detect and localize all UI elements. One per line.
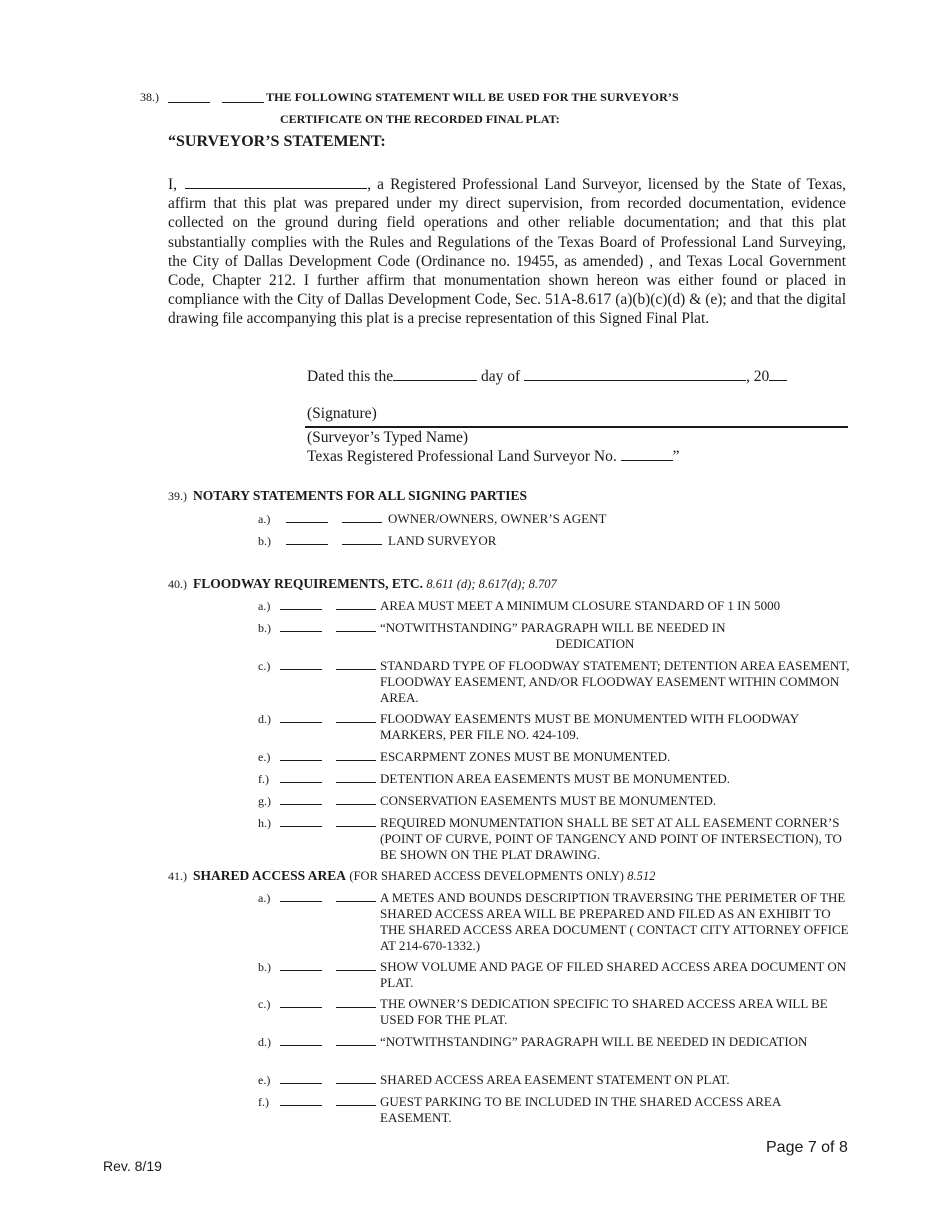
check-blank[interactable] <box>336 620 376 632</box>
check-blank[interactable] <box>280 1094 322 1106</box>
check-blank[interactable] <box>336 815 376 827</box>
item-39-title: NOTARY STATEMENTS FOR ALL SIGNING PARTIES <box>193 488 527 503</box>
check-blank[interactable] <box>280 959 322 971</box>
typed-name-label: (Surveyor’s Typed Name) <box>307 429 469 446</box>
check-blank[interactable] <box>280 793 322 805</box>
day-blank[interactable] <box>393 369 477 381</box>
check-blank[interactable] <box>280 771 322 783</box>
month-blank[interactable] <box>524 369 746 381</box>
item-41-subtitle: (FOR SHARED ACCESS DEVELOPMENTS ONLY) <box>349 869 624 883</box>
check-blank[interactable] <box>336 1034 376 1046</box>
check-blank[interactable] <box>342 533 382 545</box>
check-blank[interactable] <box>280 996 322 1008</box>
year-prefix: , 20 <box>746 368 770 385</box>
check-blank[interactable] <box>336 711 376 723</box>
check-blank[interactable] <box>336 658 376 670</box>
statement-body: , a Registered Professional Land Surveyor, licensed by the State of Texas, affirm that this plat was prepared under my direct supervision, from recorded documentation, evidence collected on the ground during field operations and other reliable documentation; and that this plat substantially complies with the Rules and Regulations of the Texas Board of Professional Land Surveying, the City of Dallas Development Code (Ordinance no. 19455, as amended) , and Texas Local Government Code, Chapter 212. I further affirm that monumentation shown hereon was either found or placed in compliance with the City of Dallas Development Code, Sec. 51A-8.617 (a)(b)(c)(d) & (e); and that the digital drawing file accompanying this plat is a precise representation of this Signed Final Plat. <box>168 176 846 328</box>
reg-no-blank[interactable] <box>621 449 673 461</box>
check-blank[interactable] <box>280 1034 322 1046</box>
check-blank[interactable] <box>280 620 322 632</box>
check-blank[interactable] <box>280 658 322 670</box>
revision-label: Rev. 8/19 <box>103 1158 162 1174</box>
year-blank[interactable] <box>769 369 787 381</box>
closing-quote: ” <box>672 448 680 465</box>
item-41-code-ref: 8.512 <box>627 869 656 883</box>
item-41-number: 41.) <box>168 869 187 883</box>
surveyor-name-blank[interactable] <box>185 177 367 189</box>
check-blank[interactable] <box>280 890 322 902</box>
reg-no-label: Texas Registered Professional Land Surveyor No. <box>307 448 617 465</box>
signature-line[interactable] <box>305 426 848 428</box>
check-blank[interactable] <box>336 959 376 971</box>
item-41-heading <box>168 868 655 884</box>
check-blank[interactable] <box>280 1072 322 1084</box>
registration-number-line <box>307 448 679 466</box>
item-38-blanks <box>168 90 264 108</box>
statement-prefix: I, <box>168 176 177 193</box>
check-blank[interactable] <box>336 1072 376 1084</box>
check-blank[interactable] <box>336 598 376 610</box>
check-blank[interactable] <box>336 996 376 1008</box>
check-blank[interactable] <box>280 598 322 610</box>
item-38-heading-line1: THE FOLLOWING STATEMENT WILL BE USED FOR THE SURVEYOR’S <box>266 90 679 104</box>
dated-line <box>307 368 787 386</box>
item-38-heading-line2: CERTIFICATE ON THE RECORDED FINAL PLAT: <box>280 112 560 126</box>
dated-prefix: Dated this the <box>307 368 394 385</box>
check-blank[interactable] <box>336 890 376 902</box>
page-number: Page 7 of 8 <box>766 1139 848 1156</box>
day-of-label: day of <box>480 368 521 385</box>
check-blank[interactable] <box>336 749 376 761</box>
item-41-title: SHARED ACCESS AREA <box>193 868 347 883</box>
check-blank[interactable] <box>280 711 322 723</box>
item-38-number: 38.) <box>140 90 159 104</box>
check-blank[interactable] <box>336 1094 376 1106</box>
check-blank-1[interactable] <box>168 91 210 103</box>
check-blank[interactable] <box>286 533 328 545</box>
check-blank[interactable] <box>280 815 322 827</box>
item-39-number: 39.) <box>168 489 187 503</box>
check-blank[interactable] <box>336 771 376 783</box>
check-blank[interactable] <box>280 749 322 761</box>
item-40-number: 40.) <box>168 577 187 591</box>
check-blank[interactable] <box>286 511 328 523</box>
item-40-title: FLOODWAY REQUIREMENTS, ETC. <box>193 576 424 591</box>
item-39-heading <box>168 488 527 504</box>
surveyor-statement-paragraph <box>168 175 846 329</box>
item-40-heading <box>168 576 557 592</box>
check-blank[interactable] <box>336 793 376 805</box>
surveyor-statement-heading: “SURVEYOR’S STATEMENT: <box>168 133 386 150</box>
check-blank-2[interactable] <box>222 91 264 103</box>
check-blank[interactable] <box>342 511 382 523</box>
signature-label: (Signature) <box>307 405 377 422</box>
item-40-code-ref: 8.611 (d); 8.617(d); 8.707 <box>426 577 557 591</box>
